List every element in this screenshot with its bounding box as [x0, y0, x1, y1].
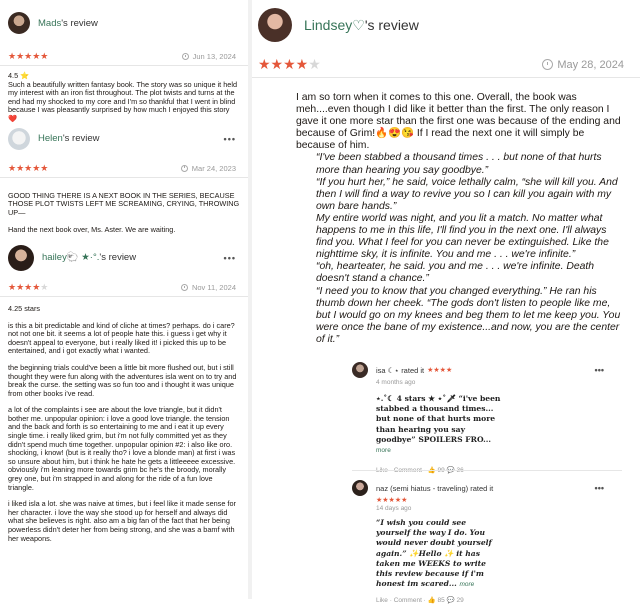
- review-quote: “I need you to know that you changed everything.” He ran his thumb down her cheek. “The gods don't listen to people like me, but I would go on my knees and beg them to let me keep you. You were once the bane of my existence...and now, you are the center of it.”: [316, 285, 621, 345]
- star-rating: ★★★★★: [8, 51, 49, 61]
- review-body: is this a bit predictable and kind of cliche at times? perhaps. do i care? not not one bit. it seems a lot of people hate this. i guess i get why it doesn't appeal to everyone, but i really liked it! i picked this up to be entertained, and i got exactly what i wanted.: [8, 320, 235, 356]
- review-quote: “I've been stabbed a thousand times . . . but none of that hurts more than hearing you say goodbye.”: [316, 152, 602, 176]
- more-link[interactable]: more: [459, 581, 475, 589]
- review-date: Nov 11, 2024: [181, 283, 236, 292]
- comment-actions[interactable]: Like · Comment · 👍 85 💬 29: [376, 597, 464, 604]
- review-header: [0, 245, 248, 271]
- reviewer-name[interactable]: hailey🐑 ★·°.'s review: [42, 252, 137, 264]
- clock-icon: [542, 59, 553, 70]
- rating-row: [0, 279, 248, 297]
- review-date: May 28, 2024: [542, 59, 624, 71]
- star-rating: ★★★★★: [8, 162, 49, 173]
- review-body: a lot of the complaints i see are about the love triangle, but it didn't bother me. unpopular opinion: i love a good love triangle. the tension and the back and forth is so entertaining to me and i eat it up every single time. i really liked grim, but i'm not fully committed yet as they didn't spend much time together. unpopular opinion #2: i also like oro. shocking, i know! (but is it really tho? i love a blonde man) at first i was so unsure about him, but i think he hate he gets a littleeeee excessive. obviously i'm leaning more towards grim bc he's the broody, morally grey one, but i'm strapped in and along for the ride of a fun love triangle.: [8, 405, 236, 492]
- review-quote: My entire world was night, and you lit a match. No matter what happens to me in this life, I'll find you in the next one. I'll always find you. What I feel for you can never be extinguished. Like the nighttime sky, it is infinite. You and me . . . we're infinite.”: [316, 212, 609, 261]
- review-body: Such a beautifully written fantasy book. The story was so unique it held my interest with an iron fist throughout. The plot twists and turns at the end had my shocked to my core and I'm so thankful that I went in blind because I was pleasantly surprised by how much I enjoyed this story ❤️: [8, 79, 238, 123]
- avatar[interactable]: [8, 128, 30, 150]
- comment-time: 4 months ago: [376, 379, 416, 386]
- star-rating: ★★★★★: [258, 56, 321, 72]
- review-body: 4.25 stars: [8, 303, 41, 313]
- rating-row: [0, 160, 248, 178]
- comment-time: 14 days ago: [376, 505, 412, 512]
- reviewer-name[interactable]: Lindsey♡'s review: [304, 16, 419, 33]
- reviewer-name[interactable]: Mads's review: [38, 17, 98, 29]
- community-review-header: [352, 362, 632, 378]
- review-quote: “If you hurt her,” he said, voice lethally calm, “she will kill you. And then I will find a way to revive you so I can kill you again with my own bare hands.”: [316, 176, 618, 212]
- community-review: [352, 362, 632, 474]
- reviewer-name[interactable]: Helen's review: [38, 133, 100, 145]
- community-review-body: “I wish you could see yourself the way I do. You would never doubt yourself again.” ✨Hello ✨ it has taken me WEEKS to write this review because if i'm honest im scared... more: [376, 518, 492, 589]
- star-rating: ★★★★: [427, 367, 453, 374]
- community-reviewer-name[interactable]: naz (semi hiatus - traveling) rated it: [376, 483, 494, 493]
- avatar[interactable]: [352, 480, 368, 496]
- avatar[interactable]: [8, 12, 30, 34]
- clock-icon: [181, 284, 188, 291]
- avatar[interactable]: [258, 8, 292, 42]
- community-review-body: ⋆.˚☾ 4 stars ★ ⋆˚🗡 “i've been stabbed a thousand times... but none of that hurts more than hearing you say goodbye” SPOILERS FRO... more: [376, 394, 501, 455]
- rating-row: [0, 48, 248, 66]
- more-options-icon[interactable]: •••: [223, 252, 236, 263]
- right-review-column: [252, 0, 640, 604]
- community-reviewer-name[interactable]: isa ☾⋆ rated it: [376, 365, 425, 375]
- avatar[interactable]: [352, 362, 368, 378]
- review-header: [252, 4, 640, 46]
- rating-note: 4.5 ⭐: [8, 71, 30, 80]
- clock-icon: [181, 165, 188, 172]
- more-options-icon[interactable]: •••: [594, 365, 604, 375]
- star-rating: ★★★★★: [376, 497, 408, 504]
- review-body: the beginning trials could've been a little bit more flushed out, but i still thought they were fun along with the adventures isla went on to try and break the curse. the setting was so fun too and i thought it was unique from other books i've read.: [8, 362, 237, 398]
- review-header: [0, 126, 248, 152]
- comment-actions[interactable]: Like · Comment · 👍 99 💬 36: [376, 467, 464, 475]
- review-date: Jun 13, 2024: [182, 52, 236, 61]
- rating-row: [252, 52, 640, 78]
- more-options-icon[interactable]: •••: [594, 483, 604, 493]
- more-options-icon[interactable]: •••: [223, 133, 236, 144]
- community-review-header: [352, 480, 632, 496]
- review-body: GOOD THING THERE IS A NEXT BOOK IN THE SERIES, BECAUSE THOSE PLOT TWISTS LEFT ME SCREAMING, CRYING, THROWING UP—: [8, 190, 240, 217]
- review-quote: “oh, hearteater, he said. you and me . . . we're infinite. Death doesn't stand a chance.”: [316, 261, 595, 285]
- left-review-column: [0, 0, 248, 599]
- star-rating: ★★★★★: [8, 281, 49, 292]
- review-date: Mar 24, 2023: [181, 164, 236, 173]
- review-body: Hand the next book over, Ms. Aster. We are waiting.: [8, 225, 176, 235]
- review-header: [0, 10, 248, 36]
- more-link[interactable]: more: [376, 447, 391, 455]
- clock-icon: [182, 53, 189, 60]
- review-body: I am so torn when it comes to this one. Overall, the book was meh....even though I did like it better than the first. The only reason I gave it one more star than the first one was because of the ending and because of Grim!🔥😍😘 If I read the next one it will simply be because of him.: [296, 92, 621, 152]
- divider: [352, 470, 622, 471]
- review-body: i liked isla a lot. she was naive at times, but i feel like it made sense for her character. i love the way she stood up for herself and always did what she believes is right. also am a big fan of the fact that her being powerless didn't deter her from being strong, and she was a bamf with her weapons.: [8, 499, 236, 543]
- avatar[interactable]: [8, 245, 34, 271]
- community-review: [352, 480, 632, 604]
